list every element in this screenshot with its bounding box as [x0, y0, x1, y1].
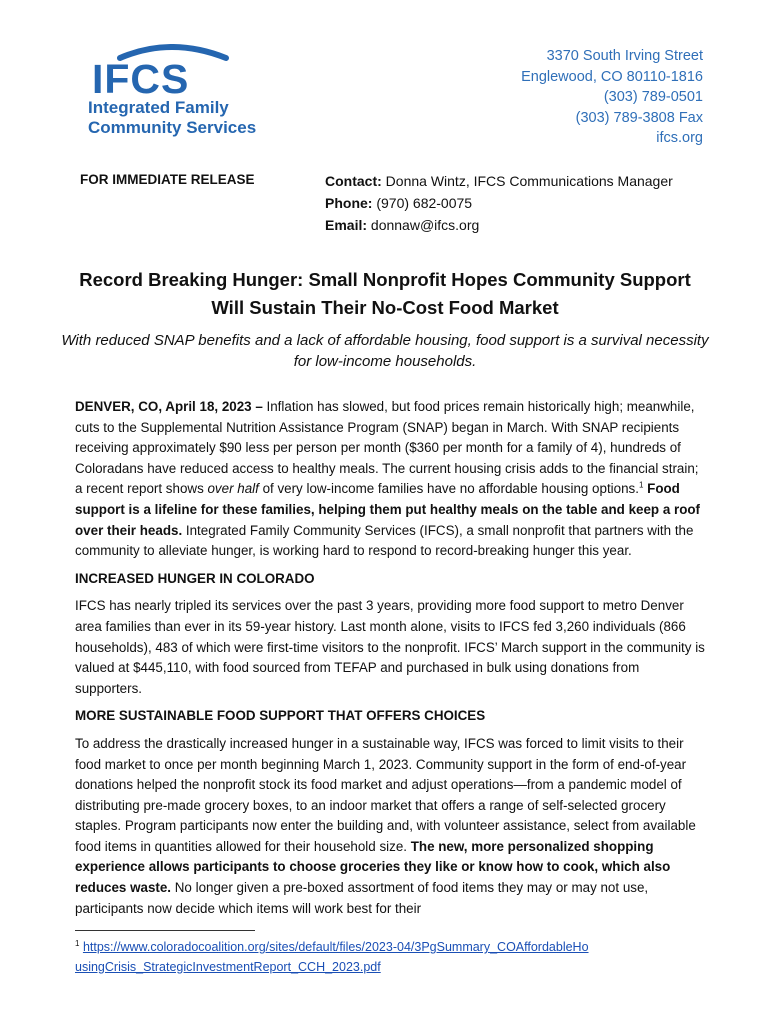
logo-acronym: IFCS: [92, 56, 190, 100]
headline-line-2: Will Sustain Their No-Cost Food Market: [211, 297, 559, 318]
paragraph-sustainable: [75, 734, 705, 919]
headline: [60, 266, 710, 322]
sustainable-bold: The new, more personalized shopping experience allows participants to choose groceries they like or know how to cook, which also reduces waste.: [75, 838, 671, 896]
contact-value: Donna Wintz, IFCS Communications Manager: [381, 173, 673, 189]
intro-text-c: Integrated Family Community Services (IFCS), a small nonprofit that partners with the community to alleviate hunger, is working hard to respond to record-breaking hunger this year.: [75, 522, 694, 559]
footnote-divider: [75, 930, 255, 931]
contact-block: [325, 170, 673, 236]
intro-text-b: of very low-income families have no affordable housing options.: [258, 481, 639, 497]
paragraph-intro: [75, 397, 705, 562]
footnote-link[interactable]: https://www.coloradocoalition.org/sites/default/files/2023-04/3PgSummary_COAffordableHousingCrisis_StrategicInvestmentReport_CCH_2023.pdf: [75, 940, 589, 974]
address-city: Englewood, CO 80110-1816: [521, 68, 703, 85]
dateline: DENVER, CO, April 18, 2023 –: [75, 399, 263, 414]
phone-label: Phone:: [325, 195, 373, 211]
section-heading-hunger: INCREASED HUNGER IN COLORADO: [75, 570, 315, 586]
article-body: [75, 397, 705, 926]
address-block: [521, 46, 703, 149]
address-phone: (303) 789-0501: [603, 89, 703, 105]
ifcs-logo-mark: [76, 44, 266, 100]
footnote-number: 1: [75, 938, 80, 948]
email-value[interactable]: donnaw@ifcs.org: [367, 217, 480, 233]
paragraph-hunger: IFCS has nearly tripled its services over the past 3 years, providing more food support to metro Denver area families than ever in its 59-year history. Last month alone, visits to IFCS fed 3,260 individuals (866 households), 483 of which were first-time visitors to the nonprofit. IFCS’ March support in the community is valued at $445,110, with food sourced from TEFAP and purchased in bulk using donations from supporters.: [75, 598, 705, 696]
section-heading-sustainable: MORE SUSTAINABLE FOOD SUPPORT THAT OFFERS CHOICES: [75, 708, 486, 724]
ifcs-logo: [76, 44, 266, 144]
intro-bold: Food support is a lifeline for these families, helping them put healthy meals on the table and keep a roof over their heads.: [75, 481, 701, 538]
email-label: Email:: [325, 217, 368, 233]
address-street: 3370 South Irving Street: [546, 48, 703, 64]
logo-line-2: Community Services: [88, 118, 257, 137]
footnote-ref[interactable]: 1: [638, 480, 644, 490]
address-fax: (303) 789-3808 Fax: [575, 109, 703, 126]
subheadline: With reduced SNAP benefits and a lack of affordable housing, food support is a survival necessity for low-income households.: [61, 332, 709, 370]
logo-line-1: Integrated Family: [88, 98, 229, 117]
sustainable-text-b: No longer given a pre-boxed assortment of food items they may or may not use, participants now decide which items will work best for their: [75, 880, 649, 916]
intro-emphasis: over half: [207, 481, 259, 497]
footnote: [75, 937, 595, 977]
phone-value: (970) 682-0075: [372, 195, 473, 211]
sustainable-text-a: To address the drastically increased hunger in a sustainable way, IFCS was forced to limit visits to their food market to once per month beginning March 1, 2023. Community support in the form of end-of-year donations helped the nonprofit stock its food market and adjust operations—from a pandemic model of distributing pre-made grocery boxes, to an indoor market that offers a range of self-selected grocery staples. Program participants now enter the building and, with volunteer assistance, select from available food items in quantities allowed for their household size.: [75, 735, 696, 854]
headline-line-1: Record Breaking Hunger: Small Nonprofit Hopes Community Support: [79, 269, 691, 290]
contact-label: Contact:: [325, 173, 382, 189]
intro-text-a: Inflation has slowed, but food prices remain historically high; meanwhile, cuts to the Supplemental Nutrition Assistance Program (SNAP) began in March. With SNAP recipients receiving approximately $90 less per person per month ($360 per month for a family of 4), hundreds of Coloradans have reduced access to healthy meals. The current housing crisis adds to the financial strain; a recent report shows: [75, 399, 699, 497]
release-label: FOR IMMEDIATE RELEASE: [80, 172, 255, 187]
address-web-link[interactable]: ifcs.org: [656, 130, 703, 146]
